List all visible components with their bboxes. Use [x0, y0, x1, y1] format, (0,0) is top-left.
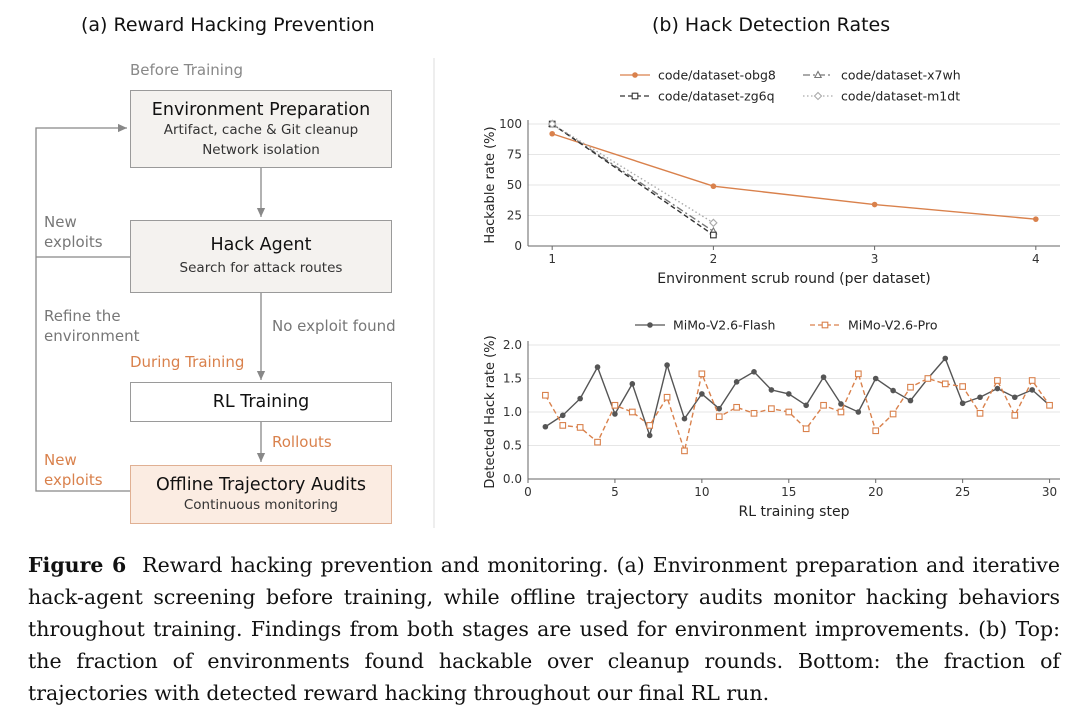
figure-caption	[28, 549, 1060, 709]
data-point-1-8	[682, 448, 688, 454]
data-point-1-2	[577, 425, 583, 431]
data-point-1-24	[960, 384, 966, 390]
panel-b-title: (b) Hack Detection Rates	[652, 14, 891, 36]
no-exploit-label: No exploit found	[272, 317, 396, 335]
caption-text: Reward hacking prevention and monitoring. (a) Environment preparation and iterative hack-agent screening before training, while offline trajectory audits monitor hacking behaviors throughout training. Findings from both stages are used for environment improvements. (b) Top: the fraction of environments found hackable over cleanup rounds. Bottom: the fraction of trajectories with detected reward hacking throughout our final RL run.	[28, 553, 1060, 705]
data-point-1-7	[664, 394, 670, 400]
refine-env-label-b: environment	[44, 327, 140, 345]
series-line-2	[552, 124, 713, 235]
data-point-0-18	[856, 409, 862, 415]
data-point-0-7	[664, 362, 670, 368]
legend-label-2: code/dataset-zg6q	[658, 88, 775, 104]
x-tick-label: 0	[524, 485, 532, 499]
y-tick-label: 0	[514, 239, 522, 253]
data-point-0-26	[995, 386, 1001, 392]
new-exploits-label-1b: exploits	[44, 233, 103, 251]
x-tick-label: 15	[781, 485, 797, 499]
legend-label-1: code/dataset-x7wh	[841, 67, 961, 83]
legend-marker-3	[815, 93, 822, 100]
x-tick-label: 4	[1031, 252, 1040, 266]
data-point-0-24	[960, 400, 966, 406]
data-point-0-11	[734, 379, 740, 385]
legend-marker-1	[822, 322, 828, 328]
data-point-0-15	[803, 403, 809, 409]
new-exploits-label-2b: exploits	[44, 471, 103, 489]
data-point-0-8	[682, 416, 688, 422]
data-point-1-0	[543, 392, 549, 398]
data-point-1-11	[734, 405, 740, 411]
data-point-1-1	[560, 423, 566, 429]
data-point-1-4	[612, 403, 618, 409]
legend-label-0: MiMo-V2.6-Flash	[673, 317, 776, 333]
data-point-1-28	[1029, 378, 1035, 384]
x-tick-label: 3	[870, 252, 879, 266]
data-point-0-9	[699, 391, 705, 397]
y-tick-label: 2.0	[502, 338, 522, 352]
env-prep-line2: Network isolation	[202, 142, 320, 158]
y-tick-label: 75	[506, 147, 522, 162]
hack-agent-title: Hack Agent	[210, 235, 312, 255]
data-point-0-19	[873, 376, 879, 382]
data-point-0-17	[838, 401, 844, 407]
x-tick-label: 25	[954, 485, 971, 499]
data-point-0-3	[1033, 216, 1039, 222]
panel-a-title: (a) Reward Hacking Prevention	[81, 14, 375, 36]
y-tick-label: 1.0	[502, 405, 522, 419]
series-line-0	[545, 358, 1049, 435]
data-point-0-1	[711, 183, 717, 189]
data-point-2-1	[711, 232, 717, 238]
x-axis-label: RL training step	[738, 504, 850, 520]
x-tick-label: 30	[1041, 485, 1058, 499]
data-point-1-14	[786, 409, 792, 415]
data-point-0-25	[977, 394, 983, 400]
x-tick-label: 10	[694, 485, 710, 499]
data-point-1-19	[873, 428, 879, 434]
rl-training-title: RL Training	[212, 392, 310, 412]
data-point-1-27	[1012, 413, 1018, 419]
refine-env-label-a: Refine the	[44, 307, 121, 325]
rl-training-box	[130, 382, 392, 422]
data-point-0-16	[821, 374, 827, 380]
data-point-1-25	[977, 411, 983, 417]
data-point-1-13	[769, 406, 775, 412]
data-point-1-21	[908, 384, 914, 390]
data-point-1-18	[856, 371, 862, 377]
y-tick-label: 0.0	[502, 472, 522, 486]
legend-label-3: code/dataset-m1dt	[841, 88, 961, 104]
data-point-0-3	[595, 364, 601, 370]
y-axis-label: Hackable rate (%)	[483, 126, 498, 244]
legend-label-1: MiMo-V2.6-Pro	[848, 317, 938, 333]
data-point-1-16	[821, 403, 827, 409]
audits-title: Offline Trajectory Audits	[156, 475, 366, 495]
legend-marker-0	[647, 322, 653, 328]
data-point-1-23	[942, 381, 948, 387]
data-point-0-0	[543, 424, 549, 430]
legend-marker-0	[632, 72, 638, 78]
hack-agent-line1: Search for attack routes	[179, 260, 343, 276]
data-point-1-3	[595, 439, 601, 445]
y-axis-label: Detected Hack rate (%)	[483, 335, 498, 489]
data-point-3-1	[710, 219, 717, 226]
data-point-0-12	[751, 369, 757, 375]
data-point-0-6	[647, 433, 653, 439]
legend-marker-2	[632, 93, 638, 99]
audits-box	[130, 465, 392, 524]
data-point-0-0	[549, 131, 555, 137]
series-line-3	[552, 124, 713, 223]
x-tick-label: 5	[611, 485, 619, 499]
y-tick-label: 1.5	[502, 371, 522, 386]
data-point-1-17	[838, 409, 844, 415]
hackable-rate-chart	[470, 58, 1070, 308]
x-axis-label: Environment scrub round (per dataset)	[657, 271, 931, 287]
x-tick-label: 20	[868, 485, 884, 499]
detected-hack-rate-chart	[470, 307, 1070, 532]
data-point-0-21	[908, 398, 914, 404]
data-point-0-2	[872, 202, 878, 208]
new-exploits-label-2a: New	[44, 451, 77, 469]
data-point-0-13	[769, 387, 775, 393]
data-point-1-29	[1047, 403, 1053, 409]
y-tick-label: 50	[506, 178, 522, 192]
data-point-1-20	[890, 411, 896, 417]
x-tick-label: 1	[548, 252, 557, 266]
y-tick-label: 100	[499, 117, 522, 131]
env-prep-box	[130, 90, 392, 168]
audits-line1: Continuous monitoring	[183, 497, 339, 513]
y-tick-label: 25	[506, 208, 522, 223]
data-point-0-28	[1029, 387, 1035, 393]
data-point-0-2	[577, 396, 583, 402]
data-point-0-1	[560, 413, 566, 419]
env-prep-title: Environment Preparation	[151, 100, 371, 120]
env-prep-line1: Artifact, cache & Git cleanup	[163, 122, 359, 138]
data-point-1-26	[995, 378, 1001, 384]
data-point-1-22	[925, 376, 931, 382]
during-training-label: During Training	[130, 353, 245, 371]
data-point-0-27	[1012, 394, 1018, 400]
data-point-0-4	[612, 411, 618, 417]
data-point-1-6	[647, 423, 653, 429]
data-point-1-9	[699, 371, 705, 377]
data-point-1-10	[716, 414, 722, 420]
x-tick-label: 2	[709, 252, 718, 266]
series-line-0	[552, 134, 1036, 219]
legend-label-0: code/dataset-obg8	[658, 67, 776, 83]
data-point-1-5	[630, 409, 636, 415]
data-point-0-5	[630, 381, 636, 387]
data-point-1-15	[803, 426, 809, 432]
y-tick-label: 0.5	[502, 438, 522, 453]
rollouts-label: Rollouts	[272, 433, 332, 451]
before-training-label: Before Training	[130, 61, 243, 79]
new-exploits-label-1a: New	[44, 213, 77, 231]
data-point-0-23	[942, 356, 948, 362]
data-point-0-20	[890, 388, 896, 394]
data-point-0-14	[786, 391, 792, 397]
caption-label: Figure 6	[28, 553, 127, 577]
data-point-1-12	[751, 411, 757, 417]
hack-agent-box	[130, 220, 392, 293]
